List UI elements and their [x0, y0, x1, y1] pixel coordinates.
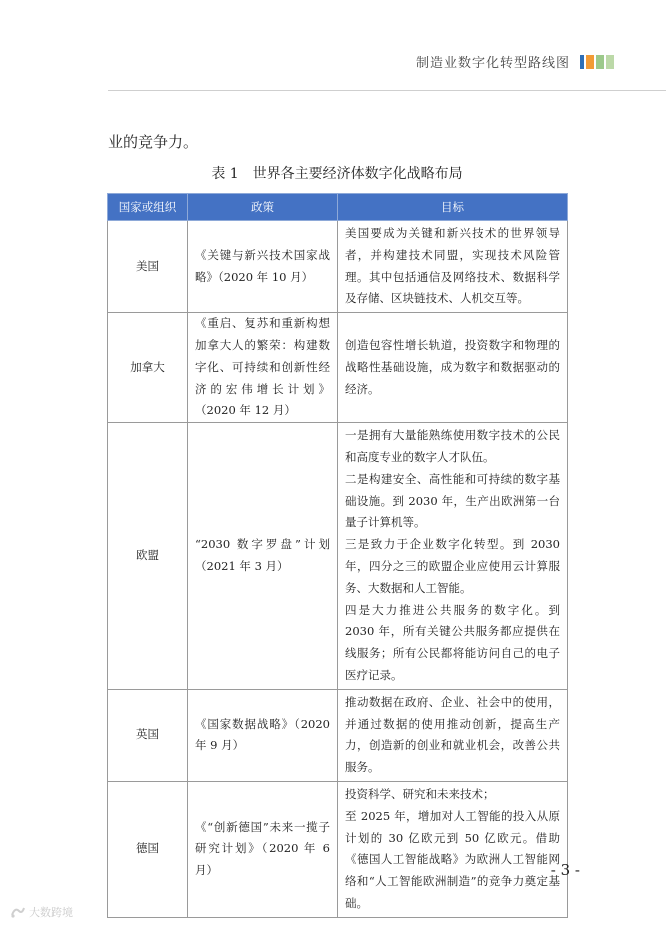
table-caption-number: 表 1 — [211, 166, 239, 182]
column-header-goal: 目标 — [338, 194, 568, 221]
policy-cell: 《“创新德国”未来一揽子研究计划》（2020 年 6 月） — [188, 781, 338, 917]
watermark-logo-icon — [10, 905, 26, 919]
table-caption — [108, 163, 566, 183]
table-row — [108, 423, 568, 690]
column-header-country: 国家或组织 — [108, 194, 188, 221]
goal-cell — [338, 221, 568, 313]
table-row — [108, 313, 568, 423]
policy-cell: 《关键与新兴技术国家战略》（2020 年 10 月） — [188, 221, 338, 313]
table-caption-title: 世界各主要经济体数字化战略布局 — [252, 166, 463, 182]
goal-paragraph: 四是大力推进公共服务的数字化。到 2030 年，所有关键公共服务都应提供在线服务；所有公民都将能访问自己的电子医疗记录。 — [345, 602, 560, 682]
goal-paragraph: 投资科学、研究和未来技术； — [345, 786, 495, 801]
policy-cell: “2030 数字罗盘”计划（2021 年 3 月） — [188, 423, 338, 690]
color-block — [596, 55, 604, 69]
table-row — [108, 689, 568, 781]
country-cell: 英国 — [108, 689, 188, 781]
color-block — [606, 55, 614, 69]
goal-paragraph: 二是构建安全、高性能和可持续的数字基础设施。到 2030 年，生产出欧洲第一台量子计算机等。 — [345, 471, 560, 530]
page-number: - 3 - — [550, 861, 580, 879]
policy-cell: 《国家数据战略》（2020 年 9 月） — [188, 689, 338, 781]
watermark — [10, 904, 73, 920]
country-cell: 欧盟 — [108, 423, 188, 690]
running-head-title: 制造业数字化转型路线图 — [415, 56, 570, 71]
goal-paragraph: 创造包容性增长轨道，投资数字和物理的战略性基础设施，成为数字和数据驱动的经济。 — [345, 337, 560, 396]
color-blocks-logo — [580, 55, 614, 69]
goal-paragraph: 至 2025 年，增加对人工智能的投入从原计划的 30 亿欧元到 50 亿欧元。借助《德国人工智能战略》为欧洲人工智能网络和“人工智能欧洲制造”的竞争力奠定基础。 — [345, 808, 560, 910]
header-rule — [108, 90, 666, 91]
strategy-table — [107, 193, 568, 918]
table-row — [108, 781, 568, 917]
goal-paragraph: 三是致力于企业数字化转型。到 2030 年，四分之三的欧盟企业应使用云计算服务、大数据和人工智能。 — [345, 537, 560, 595]
goal-paragraph: 一是拥有大量能熟练使用数字技术的公民和高度专业的数字人才队伍。 — [345, 428, 560, 464]
country-cell: 加拿大 — [108, 313, 188, 423]
goal-cell — [338, 781, 568, 917]
table-header-row — [108, 194, 568, 221]
color-block — [580, 55, 584, 69]
color-block — [586, 55, 594, 69]
table-row — [108, 221, 568, 313]
goal-cell — [338, 689, 568, 781]
goal-paragraph: 美国要成为关键和新兴技术的世界领导者，并构建技术同盟，实现技术风险管理。其中包括通信及网络技术、数据科学及存储、区块链技术、人机交互等。 — [345, 226, 560, 306]
column-header-policy: 政策 — [188, 194, 338, 221]
policy-cell: 《重启、复苏和重新构想加拿大人的繁荣：构建数字化、可持续和创新性经济的宏伟增长计划》（2020 年 12 月） — [188, 313, 338, 423]
country-cell: 德国 — [108, 781, 188, 917]
lead-text: 业的竞争力。 — [108, 133, 199, 151]
goal-paragraph: 推动数据在政府、企业、社会中的使用，并通过数据的使用推动创新，提高生产力，创造新的创业和就业机会，改善公共服务。 — [345, 694, 560, 775]
country-cell: 美国 — [108, 221, 188, 313]
goal-cell — [338, 313, 568, 423]
running-head — [416, 52, 614, 71]
goal-cell — [338, 423, 568, 690]
watermark-text: 大数跨境 — [29, 906, 73, 919]
